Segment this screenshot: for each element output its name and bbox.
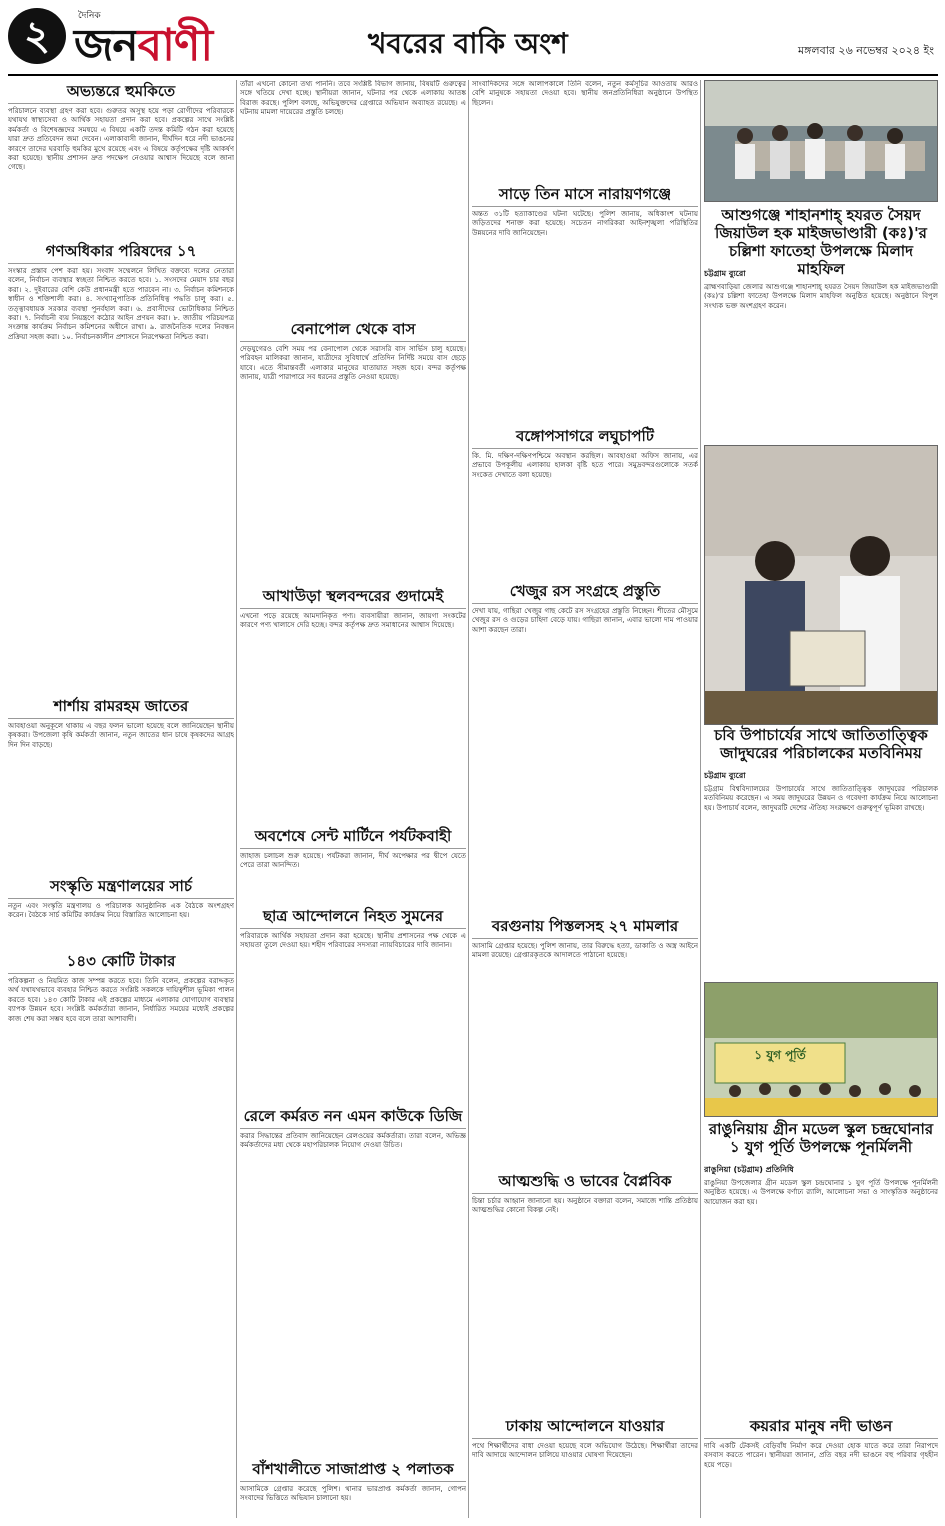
- article-body: পরিবারকে আর্থিক সহায়তা প্রদান করা হয়েছে। স্থানীয় প্রশাসনের পক্ষ থেকে এ সহায়তা তুলে দেওয়া হয়। শহীদ পরিবারের সদস্যরা ন্যায়বিচারের দাবি জানান।: [240, 932, 466, 950]
- article-headline: আত্মশুদ্ধি ও ভাবের বৈপ্লবিক: [472, 1170, 698, 1194]
- article-headline: ১৪৩ কোটি টাকার: [8, 950, 234, 974]
- article-body: করার সিদ্ধান্তের প্রতিবাদ জানিয়েছেন রেলওয়ের কর্মকর্তারা। তারা বলেন, অভিজ্ঞ কর্মকর্তাদের মধ্য থেকে মহাপরিচালক নিয়োগ দেওয়া উচিত।: [240, 1132, 466, 1150]
- article-headline: ছাত্র আন্দোলনে নিহত সুমনের: [240, 905, 466, 929]
- article: [240, 905, 466, 1055]
- article-body: পরিচালনে ব্যবস্থা গ্রহণ করা হবে। গুরুতর অসুস্থ হয়ে পড়া রোগীদের পরিবারকে যথাযথ স্বাস্থ্যসেবা ও আর্থিক সহায়তা প্রদান করা হবে। প্রকল্পের সাথে সংশ্লিষ্ট কর্মকর্তা ও বিশেষজ্ঞদের সমন্বয়ে এ বিষয়ে একটি তদন্ত কমিটি গঠন করা হয়েছে যারা দ্রুত প্রতিবেদন জমা দেবেন। এলাকাবাসী জানান, দীর্ঘদিন ধরে নদী ভাঙনের কারণে তাদের ঘরবাড়ি হুমকির মুখে রয়েছে এবং এ বিষয়ে কর্তৃপক্ষের দৃষ্টি আকর্ষণ করা হয়েছে। স্থানীয় প্রশাসন দ্রুত পদক্ষেপ নেওয়ার আশ্বাস দিয়েছে বলে জানা গেছে।: [8, 107, 234, 172]
- article: [472, 1415, 698, 1515]
- article-body: নতুন এবং সংস্কৃতি মন্ত্রণালয় ও পরিচালক আনুষ্ঠানিক এক বৈঠকে অংশগ্রহণ করেন। বৈঠকে সার্চ কমিটির কার্যক্রম নিয়ে বিস্তারিত আলোচনা হয়।: [8, 902, 234, 920]
- photo-headline: আশুগঞ্জে শাহানশাহ্ হযরত সৈয়দ জিয়াউল হক মাইজভাণ্ডারী (কঃ)'র চল্লিশা ফাতেহা উপলক্ষে মিলাদ মাহফিল: [715, 206, 927, 278]
- byline: চট্টগ্রাম ব্যুরো: [704, 771, 746, 780]
- article-body: অন্তত ৩১টি হত্যাকাণ্ডের ঘটনা ঘটেছে। পুলিশ জানায়, অধিকাংশ ঘটনায় জড়িতদের শনাক্ত করা হয়েছে। সচেতন নাগরিকরা আইনশৃঙ্খলা পরিস্থিতির উন্নয়নের দাবি জানিয়েছেন।: [472, 210, 698, 237]
- article: [240, 585, 466, 780]
- column-divider: [700, 80, 701, 1518]
- news-photo: [704, 982, 938, 1117]
- column-2: [240, 80, 466, 1518]
- article: [240, 318, 466, 578]
- article-body: আসামি গ্রেপ্তার হয়েছে। পুলিশ জানায়, তার বিরুদ্ধে হত্যা, ডাকাতি ও অস্ত্র আইনে মামলা রয়েছে। গ্রেপ্তারকৃতকে আদালতে পাঠানো হয়েছে।: [472, 942, 698, 960]
- article-headline: রেলে কর্মরত নন এমন কাউকে ডিজি: [240, 1105, 466, 1129]
- article: [704, 1162, 938, 1412]
- article-headline: শার্শায় রামরহম জাতের: [8, 695, 234, 719]
- article: [472, 80, 698, 180]
- article: [704, 1415, 938, 1518]
- article-headline: গণঅধিকার পরিষদের ১৭: [8, 240, 234, 264]
- article-body: কি. মি. দক্ষিণ-দক্ষিণপশ্চিমে অবস্থান করছিল। আবহাওয়া অফিস জানায়, এর প্রভাবে উপকূলীয় এলাকায় হালকা বৃষ্টি হতে পারে। সমুদ্রবন্দরগুলোকে সতর্ক সংকেত দেখাতে বলা হয়েছে।: [472, 452, 698, 479]
- banner-text: ১ যুগ পূর্তি: [754, 1048, 806, 1062]
- article: [472, 580, 698, 960]
- article: [240, 1105, 466, 1330]
- article-body: আবহাওয়া অনুকূলে থাকায় এ বছর ফলন ভালো হয়েছে বলে জানিয়েছেন স্থানীয় কৃষকরা। উপজেলা কৃষি কর্মকর্তা জানান, নতুন জাতের ধান চাষে কৃষকদের আগ্রহ দিন দিন বাড়ছে।: [8, 722, 234, 749]
- article-body: জাহাজ চলাচল শুরু হয়েছে। পর্যটকরা জানান, দীর্ঘ অপেক্ষার পর দ্বীপে যেতে পেরে তারা আনন্দিত।: [240, 852, 466, 870]
- article-body: আসামিকে গ্রেপ্তার করেছে পুলিশ। থানার ভারপ্রাপ্ত কর্মকর্তা জানান, গোপন সংবাদের ভিত্তিতে অভিযান চালানো হয়।: [240, 1485, 466, 1503]
- article: [240, 80, 466, 310]
- news-photo: [704, 445, 938, 725]
- paper-subtitle: দৈনিক: [78, 11, 101, 21]
- article-headline: ঢাকায় আন্দোলনে যাওয়ার: [472, 1415, 698, 1439]
- article-body: পরিকল্পনা ও নিয়মিত কাজ সম্পন্ন করতে হবে। তিনি বলেন, প্রকল্পের বরাদ্দকৃত অর্থ যথাযথভাবে ব্যবহার নিশ্চিত করতে সংশ্লিষ্ট সকলকে দায়িত্বশীল ভূমিকা পালন করতে হবে। ১৪৩ কোটি টাকার এই প্রকল্পের মাধ্যমে এলাকার যোগাযোগ ব্যবস্থার ব্যাপক উন্নয়ন হবে। সংশ্লিষ্ট কর্মকর্তারা জানান, নির্ধারিত সময়ের মধ্যেই প্রকল্পের কাজ শেষ করা সম্ভব হবে বলে তারা আশাবাদী।: [8, 977, 234, 1023]
- article-body: চট্টগ্রাম বিশ্ববিদ্যালয়ের উপাচার্যের সাথে জাতিতাত্ত্বিক জাদুঘরের পরিচালক মতবিনিময় করেছেন। এ সময় জাদুঘরের উন্নয়ন ও গবেষণা কার্যক্রম নিয়ে আলোচনা হয়। উপাচার্য বলেন, জাদুঘরটি দেশের ঐতিহ্য সংরক্ষণে গুরুত্বপূর্ণ ভূমিকা রাখছে।: [704, 785, 938, 812]
- article-body: রাঙুনিয়া উপজেলার গ্রীন মডেল স্কুল চন্দ্রঘোনার ১ যুগ পূর্তি উপলক্ষে পূনর্মিলনী অনুষ্ঠিত হয়েছে। এ উপলক্ষে বর্ণাঢ্য র‍্যালি, আলোচনা সভা ও সাংস্কৃতিক অনুষ্ঠানের আয়োজন করা হয়।: [704, 1179, 938, 1206]
- section-title: খবরের বাকি অংশ: [368, 27, 568, 60]
- article-body: সংস্কার প্রস্তাব পেশ করা হয়। সংবাদ সম্মেলনে লিখিত বক্তব্যে দলের নেতারা বলেন, নির্বাচন ব্যবস্থার স্বচ্ছতা নিশ্চিত করতে হবে। ১. সংসদের মেয়াদ চার বছর করা। ২. দুইবারের বেশি কেউ প্রধানমন্ত্রী হতে পারবেন না। ৩. নির্বাচন কমিশনকে স্বাধীন ও শক্তিশালী করা। ৪. সংখ্যানুপাতিক প্রতিনিধিত্ব পদ্ধতি চালু করা। ৫. তত্ত্বাবধায়ক সরকার ব্যবস্থা পুনর্বহাল করা। ৬. প্রবাসীদের ভোটাধিকার নিশ্চিত করা। ৭. নির্বাচনী ব্যয় নিয়ন্ত্রণে কঠোর আইন প্রণয়ন করা। ৮. জাতীয় পরিচয়পত্র সংক্রান্ত কার্যক্রম নির্বাচন কমিশনের অধীনে রাখা। ৯. রাজনৈতিক দলের নিবন্ধন প্রক্রিয়া সহজ করা। ১০. নির্বাচনকালীন প্রশাসনে নিরপেক্ষতা নিশ্চিত করা।: [8, 267, 234, 341]
- article: [472, 183, 698, 408]
- newspaper-logo: [74, 12, 212, 85]
- article-headline: কয়রার মানুষ নদী ভাঙন: [704, 1415, 938, 1439]
- article: [704, 768, 938, 968]
- page-number: ২: [8, 8, 66, 64]
- article: [472, 915, 698, 1155]
- meeting-photo-illustration: [705, 446, 938, 725]
- article-body: দেখা যায়, গাছিরা খেজুর গাছ কেটে রস সংগ্রহের প্রস্তুতি নিচ্ছেন। শীতের মৌসুমে খেজুর রস ও গুড়ের চাহিদা বেড়ে যায়। গাছিরা জানান, এবার ভালো দাম পাওয়ার আশা করছেন তারা।: [472, 607, 698, 634]
- article-headline: খেজুর রস সংগ্রহে প্রস্তুতি: [472, 580, 698, 604]
- article: [472, 425, 698, 570]
- article-headline: সাড়ে তিন মাসে নারায়ণগঞ্জে: [472, 183, 698, 207]
- article: [8, 695, 234, 860]
- byline: চট্টগ্রাম ব্যুরো: [704, 269, 746, 278]
- article: [8, 240, 234, 640]
- article-body: এখনো পড়ে রয়েছে আমদানিকৃত পণ্য। ব্যবসায়ীরা জানান, জায়গা সংকটের কারণে পণ্য খালাসে দেরি হচ্ছে। বন্দর কর্তৃপক্ষ দ্রুত সমাধানের আশ্বাস দিয়েছে।: [240, 612, 466, 630]
- article-body: দাবি একটি টেকসই বেড়িবাঁধ নির্মাণ করে দেওয়া হোক যাতে করে তারা নিরাপদে বসবাস করতে পারেন। স্থানীয়রা জানান, প্রতি বছর নদী ভাঙনে বহু পরিবার গৃহহীন হয়ে পড়ে।: [704, 1442, 938, 1469]
- article-body: তাঁরা এখনো কোনো তথ্য পাননি। তবে সংশ্লিষ্ট বিভাগ জানায়, বিষয়টি গুরুত্বের সঙ্গে খতিয়ে দেখা হচ্ছে। স্থানীয়রা জানান, ঘটনার পর থেকে এলাকায় আতঙ্ক বিরাজ করছে। পুলিশ বলছে, অভিযুক্তদের গ্রেপ্তারে অভিযান অব্যাহত রয়েছে। এ ঘটনায় মামলা দায়েরের প্রস্তুতি চলছে।: [240, 80, 466, 117]
- article-headline: সংস্কৃতি মন্ত্রণালয়ের সার্চ: [8, 875, 234, 899]
- photo-headline: চবি উপাচার্যের সাথে জাতিতাত্ত্বিক জাদুঘরের পরিচালকের মতবিনিময়: [714, 726, 928, 762]
- column-divider: [236, 80, 237, 1518]
- article: [240, 1458, 466, 1518]
- logo-part-a: জন: [74, 20, 138, 71]
- article-headline: বরগুনায় পিস্তলসহ ২৭ মামলার: [472, 915, 698, 939]
- masthead: [8, 6, 938, 76]
- article-headline: অভ্যন্তরে হুমকিতে: [8, 80, 234, 104]
- news-photo: [704, 80, 938, 202]
- article-headline: বাঁশখালীতে সাজাপ্রাপ্ত ২ পলাতক: [240, 1458, 466, 1482]
- column-divider: [468, 80, 469, 1518]
- article-headline: বঙ্গোপসাগরে লঘুচাপটি: [472, 425, 698, 449]
- article-body: ব্রাহ্মণবাড়িয়া জেলার আশুগঞ্জে শাহানশাহ্ হযরত সৈয়দ জিয়াউল হক মাইজভাণ্ডারী (কঃ)'র চল্লিশা ফাতেহা উপলক্ষে মিলাদ মাহফিল অনুষ্ঠিত হয়েছে। অনুষ্ঠানে বিপুল সংখ্যক ভক্ত অংশগ্রহণ করেন।: [704, 283, 938, 310]
- article-headline: অবশেষে সেন্ট মার্টিনে পর্যটকবাহী: [240, 825, 466, 849]
- column-1: [8, 80, 234, 1518]
- article-body: দেড়যুগেরও বেশি সময় পর বেনাপোল থেকে সরাসরি বাস সার্ভিস চালু হয়েছে। পরিবহন মালিকরা জানান, যাত্রীদের সুবিধার্থে প্রতিদিন নির্দিষ্ট সময়ে বাস ছেড়ে যাবে। এতে সীমান্তবর্তী এলাকার মানুষের যাতায়াত সহজ হবে। বন্দর কর্তৃপক্ষ জানায়, যাত্রী পারাপারে সব ধরনের প্রস্তুতি নেওয়া হয়েছে।: [240, 345, 466, 382]
- article-body: পথে শিক্ষার্থীদের বাধা দেওয়া হয়েছে বলে অভিযোগ উঠেছে। শিক্ষার্থীরা তাদের দাবি আদায়ে আন্দোলন চালিয়ে যাওয়ার ঘোষণা দিয়েছেন।: [472, 1442, 698, 1460]
- byline: রাঙুনিয়া (চট্টগ্রাম) প্রতিনিধি: [704, 1165, 794, 1174]
- article: [8, 950, 234, 1510]
- article-body: সাংবাদিকদের সঙ্গে আলাপকালে তিনি বলেন, নতুন কর্মসূচির আওতায় আরও বেশি মানুষকে সহায়তা দেওয়া হবে। স্থানীয় জনপ্রতিনিধিরা অনুষ্ঠানে উপস্থিত ছিলেন।: [472, 80, 698, 107]
- column-3: [472, 80, 698, 1518]
- photo-headline: রাঙুনিয়ায় গ্রীন মডেল স্কুল চন্দ্রঘোনার ১ যুগ পূর্তি উপলক্ষে পূনর্মিলনী: [708, 1120, 934, 1156]
- article-headline: আখাউড়া স্থলবন্দরের গুদামেই: [240, 585, 466, 609]
- logo-part-b: বাণী: [137, 20, 213, 71]
- column-4: [704, 80, 938, 1518]
- article-body: চিন্তা চর্চার আহ্বান জানানো হয়। অনুষ্ঠানে বক্তারা বলেন, সমাজে শান্তি প্রতিষ্ঠায় আত্মশুদ্ধির কোনো বিকল্প নেই।: [472, 1197, 698, 1215]
- event-photo-illustration: [705, 81, 938, 202]
- article: [472, 1170, 698, 1290]
- article: [8, 80, 234, 230]
- issue-date: মঙ্গলবার ২৬ নভেম্বর ২০২৪ ইং: [797, 44, 934, 57]
- article-headline: বেনাপোল থেকে বাস: [240, 318, 466, 342]
